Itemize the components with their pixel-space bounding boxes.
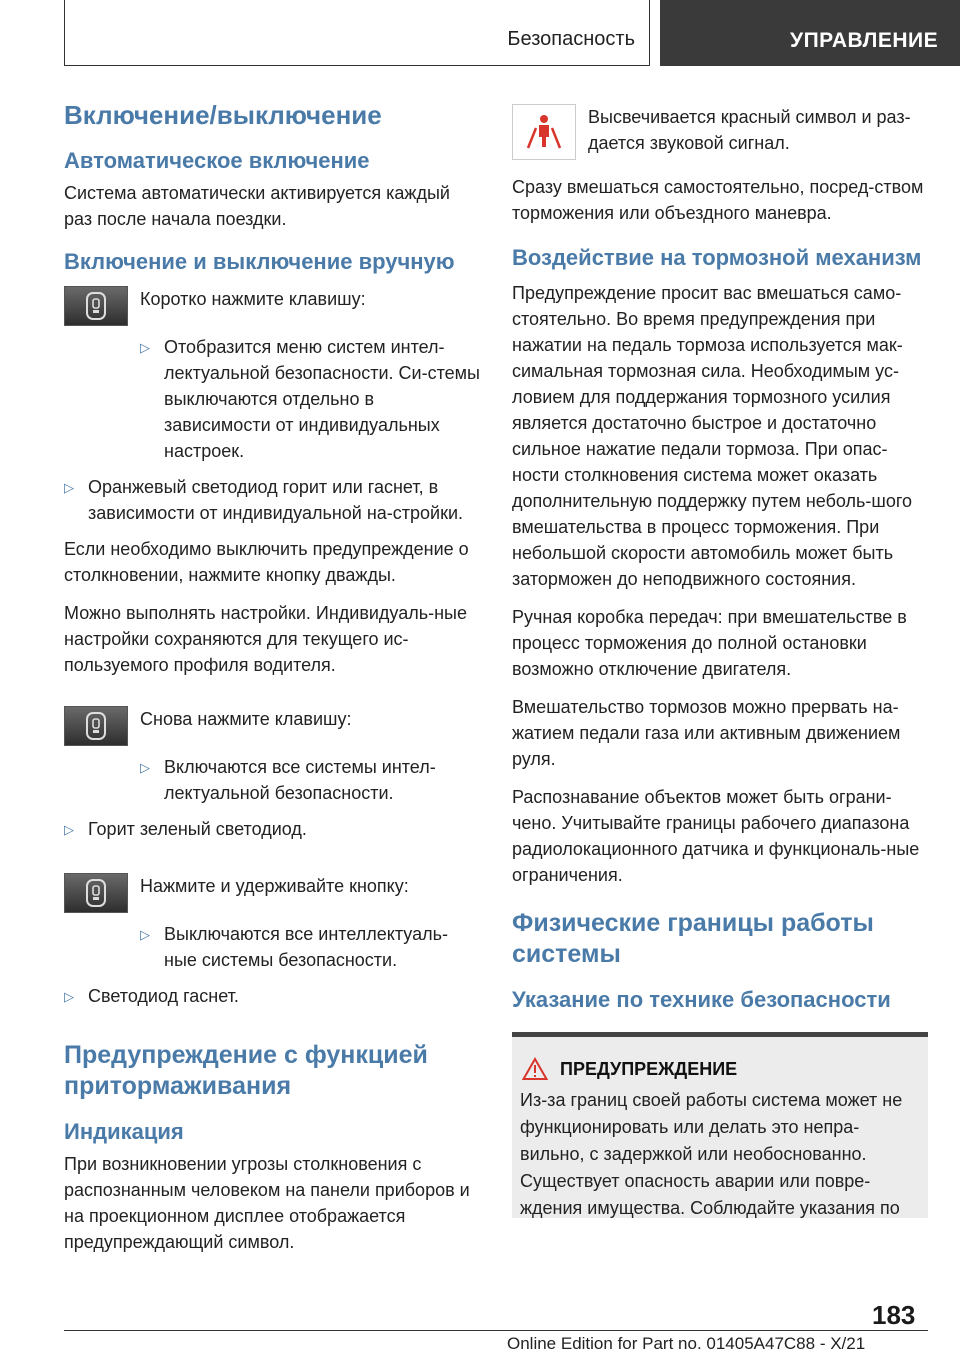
- warning-box: [512, 1032, 928, 1218]
- warning-body: Из-за границ своей работы система может не функционировать или делать это непра-вильно, с задержкой или необоснованно. Существует опасность аварии или повре-ждения имущества. Соблюдайте указания по: [520, 1090, 903, 1218]
- heading-indication: Индикация: [64, 1119, 184, 1144]
- safety-button-icon: [64, 873, 128, 913]
- footer-edition: Online Edition for Part no. 01405A47C88 - X/21: [507, 1334, 866, 1353]
- button-instruction-1: [64, 286, 480, 326]
- triangle-bullet-icon: ▷: [140, 927, 150, 942]
- paragraph-disable-warning: Если необходимо выключить предупреждение о столкновении, нажмите кнопку дважды.: [64, 539, 469, 585]
- triangle-bullet-icon: ▷: [64, 989, 74, 1004]
- paragraph-indication: При возникновении угрозы столкновения с распознанным человеком на панели приборов и на проекционном дисплее отображается предупреждающий символ.: [64, 1154, 470, 1252]
- page-header: [0, 0, 960, 66]
- paragraph-brake-1: Предупреждение просит вас вмешаться само-стоятельно. Во время предупреждения при нажатии на педаль тормоза используется мак-симальная тормозная сила. Необходимым ус-ловием для поддержания тормозного усилия является достаточно быстрое и достаточно сильное нажатие педали тормоза. При опас-ности столкновения система может оказать дополнительную поддержку путем неболь-шого вмешательства в процесс торможения. При небольшой скорости автомобиль может быть заторможен до неподвижного состояния.: [512, 283, 913, 589]
- list-item: ▷ Горит зеленый светодиод.: [64, 816, 480, 843]
- heading-safety-note: Указание по технике безопасности: [512, 987, 891, 1012]
- heading-braking-warning: Предупреждение с функцией притормаживания: [64, 1041, 428, 1100]
- header-chapter-tab: УПРАВЛЕНИЕ: [660, 0, 960, 66]
- paragraph-brake-2: Ручная коробка передач: при вмешательстве в процесс торможения до полной остановки возможно отключение двигателя.: [512, 607, 907, 679]
- warning-triangle-icon: [522, 1057, 548, 1081]
- warning-title: ПРЕДУПРЕЖДЕНИЕ: [560, 1058, 738, 1079]
- paragraph-brake-4: Распознавание объектов может быть ограни-чено. Учитывайте границы рабочего диапазона радиолокационного датчика и функциональ-ные ограничения.: [512, 787, 920, 885]
- pedestrian-warning-icon: [512, 104, 576, 160]
- triangle-bullet-icon: ▷: [140, 340, 150, 355]
- warning-symbol-text: Высвечивается красный символ и раз-дается звуковой сигнал.: [588, 107, 911, 153]
- right-column: [512, 104, 928, 1218]
- header-section-title: Безопасность: [507, 28, 635, 50]
- page-number: 183: [872, 1300, 916, 1330]
- list-item: ▷ Отобразится меню систем интел-лектуальной безопасности. Си-стемы выключаются отдельно в зависимости от индивидуальных настроек.: [140, 334, 480, 464]
- triangle-bullet-icon: ▷: [64, 822, 74, 837]
- button-instruction-3-text: Нажмите и удерживайте кнопку:: [140, 876, 409, 896]
- warning-symbol-row: [512, 104, 928, 160]
- paragraph-brake-3: Вмешательство тормозов можно прервать на-жатием педали газа или активным движением руля.: [512, 697, 901, 769]
- heading-manual: Включение и выключение вручную: [64, 249, 455, 274]
- heading-on-off: Включение/выключение: [64, 100, 382, 130]
- paragraph-auto-on: Система автоматически активируется каждый раз после начала поездки.: [64, 183, 450, 229]
- list-item: ▷ Светодиод гаснет.: [64, 983, 480, 1010]
- safety-button-icon: [64, 706, 128, 746]
- button-instruction-2-text: Снова нажмите клавишу:: [140, 709, 352, 729]
- heading-physical-limits: Физические границы работы системы: [512, 909, 874, 968]
- heading-brake-action: Воздействие на тормозной механизм: [512, 245, 922, 270]
- list-item: ▷ Оранжевый светодиод горит или гаснет, в зависимости от индивидуальной на-стройки.: [64, 474, 480, 526]
- heading-auto-on: Автоматическое включение: [64, 148, 370, 173]
- button-instruction-1-text: Коротко нажмите клавишу:: [140, 289, 366, 309]
- list-item: ▷ Выключаются все интеллектуаль-ные системы безопасности.: [140, 921, 480, 973]
- footer-divider: [64, 1330, 928, 1331]
- triangle-bullet-icon: ▷: [64, 480, 74, 495]
- paragraph-react: Сразу вмешаться самостоятельно, посред-ством торможения или объездного маневра.: [512, 177, 924, 223]
- button-instruction-2: [64, 706, 480, 746]
- paragraph-settings: Можно выполнять настройки. Индивидуаль-ные настройки сохраняются для текущего ис-пользуемого профиля водителя.: [64, 603, 468, 675]
- warning-title-row: [520, 1057, 920, 1081]
- list-item: ▷ Включаются все системы интел-лектуальной безопасности.: [140, 754, 480, 806]
- button-instruction-3: [64, 873, 480, 913]
- left-column: [64, 100, 480, 1267]
- safety-button-icon: [64, 286, 128, 326]
- triangle-bullet-icon: ▷: [140, 760, 150, 775]
- header-section-box: [64, 0, 650, 66]
